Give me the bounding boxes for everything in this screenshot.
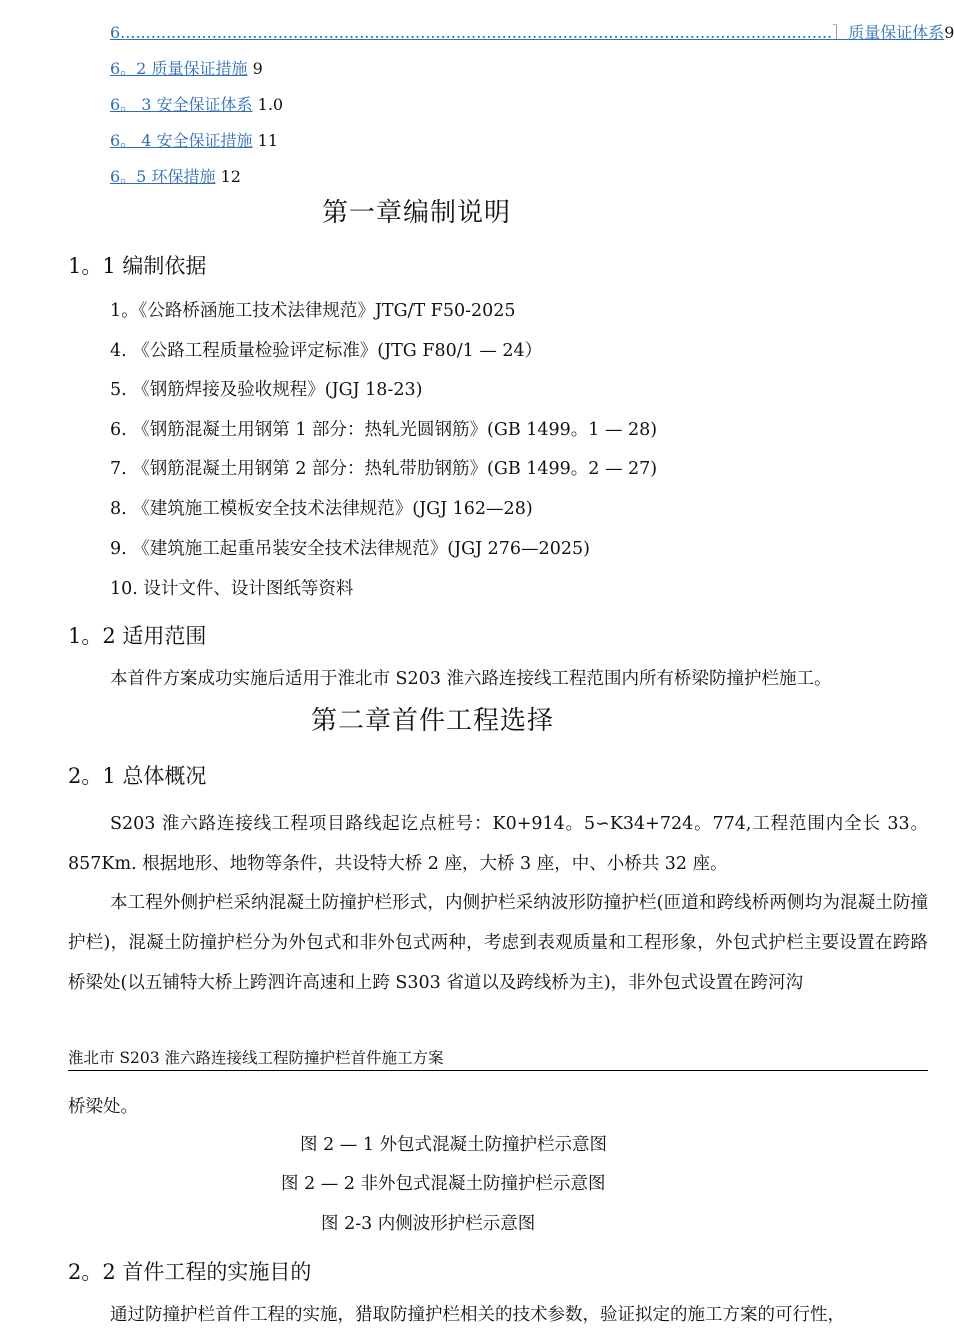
toc-entry[interactable] bbox=[110, 92, 283, 115]
paragraph: 本工程外侧护栏采纳混凝土防撞护栏形式，内侧护栏采纳波形防撞护栏(匝道和跨线桥两侧均为混凝土防撞护栏)，混凝土防撞护栏分为外包式和非外包式两种，考虑到表观质量和工程形象，外包式护栏主要设置在跨路桥梁处(以五铺特大桥上跨泗许高速和上跨 S303 省道以及跨线桥为主)，非外包式设置在跨河沟 bbox=[68, 893, 928, 993]
reference-item: 10. 设计文件、设计图纸等资料 bbox=[110, 579, 354, 599]
section-heading: 1。2 适用范围 bbox=[68, 624, 207, 648]
toc-page: 1.0 bbox=[257, 95, 284, 114]
toc-link[interactable]: 6。 4 安全保证措施 bbox=[110, 131, 253, 150]
figure-caption: 图 2-3 内侧波形护栏示意图 bbox=[321, 1214, 536, 1234]
chapter-title: 第二章首件工程选择 bbox=[311, 706, 555, 736]
toc-page: 9 bbox=[944, 23, 954, 42]
figure-caption: 图 2 — 1 外包式混凝土防撞护栏示意图 bbox=[300, 1135, 608, 1155]
toc-link[interactable]: 6。 3 安全保证体系 bbox=[110, 95, 253, 114]
toc-entry[interactable] bbox=[110, 164, 241, 187]
reference-item: 1。《公路桥涵施工技术法律规范》JTG/T F50-2025 bbox=[110, 301, 516, 321]
reference-item: 8. 《建筑施工模板安全技术法律规范》(JGJ 162—28) bbox=[110, 499, 533, 519]
reference-item: 4. 《公路工程质量检验评定标准》(JTG F80/1 — 24） bbox=[110, 341, 543, 361]
reference-item: 5. 《钢筋焊接及验收规程》(JGJ 18-23) bbox=[110, 380, 423, 400]
toc-entry[interactable] bbox=[110, 56, 263, 79]
paragraph: 桥梁处。 bbox=[68, 1097, 138, 1117]
toc-entry[interactable] bbox=[110, 128, 278, 151]
reference-item: 7. 《钢筋混凝土用钢第 2 部分：热轧带肋钢筋》(GB 1499。2 — 27) bbox=[110, 459, 658, 479]
figure-caption: 图 2 — 2 非外包式混凝土防撞护栏示意图 bbox=[281, 1174, 606, 1194]
section-heading: 1。1 编制依据 bbox=[68, 254, 207, 278]
toc-link[interactable]: 6。5 环保措施 bbox=[110, 167, 216, 186]
reference-item: 9. 《建筑施工起重吊装安全技术法律规范》(JGJ 276—2025) bbox=[110, 539, 590, 559]
paragraph: 通过防撞护栏首件工程的实施，猎取防撞护栏相关的技术参数，验证拟定的施工方案的可行性， bbox=[110, 1305, 845, 1325]
toc-link[interactable]: 6............................................................................................................................................］质量保证体系 bbox=[110, 23, 945, 42]
toc-entry[interactable] bbox=[110, 20, 954, 43]
toc-page: 12 bbox=[220, 167, 241, 186]
toc-link[interactable]: 6。2 质量保证措施 bbox=[110, 59, 248, 78]
paragraph: 本首件方案成功实施后适用于淮北市 S203 淮六路连接线工程范围内所有桥梁防撞护栏施工。 bbox=[110, 669, 832, 689]
toc-page: 11 bbox=[257, 131, 279, 150]
section-heading: 2。1 总体概况 bbox=[68, 764, 207, 788]
paragraph: S203 淮六路连接线工程项目路线起讫点桩号：K0+914。5∽K34+724。774,工程范围内全长 33。857Km. 根据地形、地物等条件，共设特大桥 2 座，大桥 3 座，中、小桥共 32 座。 bbox=[68, 814, 928, 874]
reference-item: 6. 《钢筋混凝土用钢第 1 部分：热轧光圆钢筋》(GB 1499。1 — 28) bbox=[110, 420, 658, 440]
running-header: 淮北市 S203 淮六路连接线工程防撞护栏首件施工方案 bbox=[68, 1046, 928, 1071]
chapter-title: 第一章编制说明 bbox=[322, 198, 512, 228]
toc-page: 9 bbox=[252, 59, 263, 78]
section-heading: 2。2 首件工程的实施目的 bbox=[68, 1260, 312, 1284]
